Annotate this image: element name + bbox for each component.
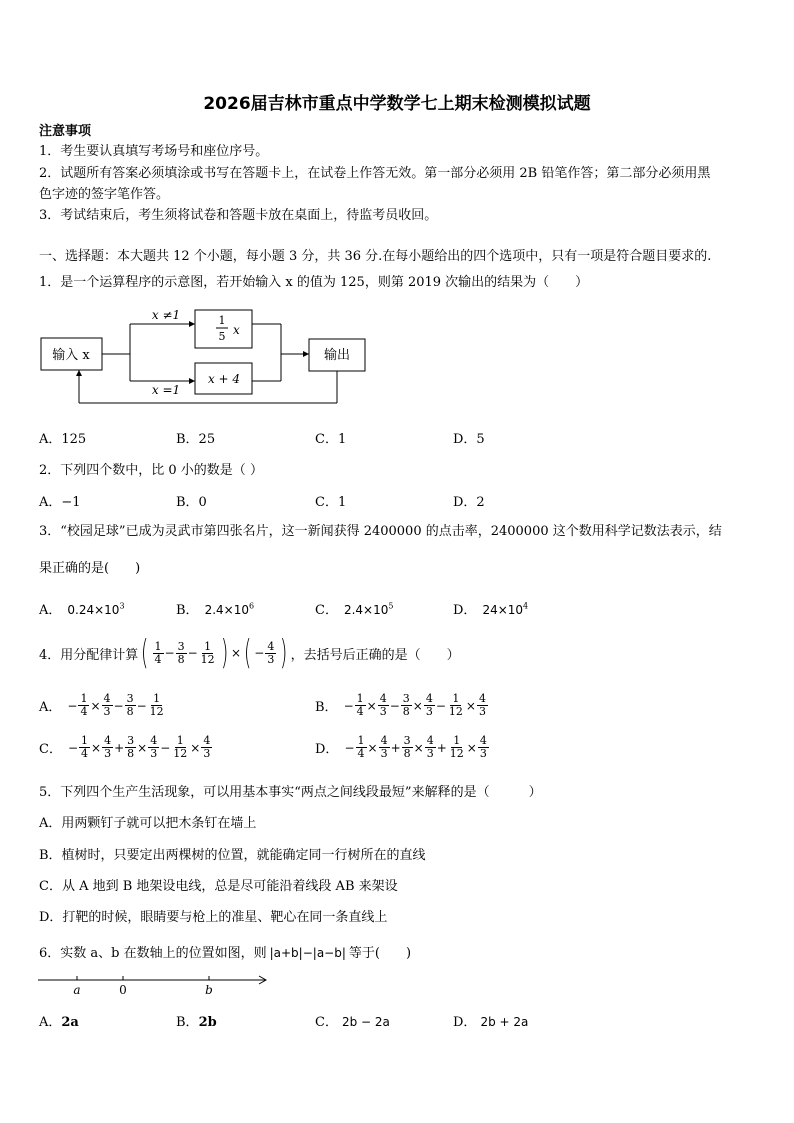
input-label: 输入 x <box>52 348 90 363</box>
q5-option-d[interactable]: D．打靶的时候，眼睛要与枪上的准星、靶心在同一条直线上 <box>39 910 388 925</box>
axis-label-zero: 0 <box>119 983 127 997</box>
q4-expression: ( $\frac{1}{4}$ − $\frac{3}{8}$ − $\frac{1}{12}$ ) × ( − $\frac{4}{3}$ ) <box>141 633 288 673</box>
q3-option-b-label: B． <box>176 603 199 618</box>
q5-option-c[interactable]: C．从 A 地到 B 地架设电线，总是尽可能沿着线段 AB 来架设 <box>39 879 398 894</box>
q1-option-a[interactable]: A．125 <box>39 432 87 447</box>
q3-option-d-label: D． <box>453 603 477 618</box>
axis-label-b: b <box>205 983 213 997</box>
q1-option-d[interactable]: D．5 <box>453 432 485 447</box>
section-heading: 一、选择题：本大题共 12 个小题，每小题 3 分，共 36 分.在每小题给出的四个选项中，只有一项是符合题目要求的. <box>39 249 712 264</box>
notice-heading: 注意事项 <box>39 124 92 139</box>
q1-option-c[interactable]: C．1 <box>315 432 347 447</box>
q5-option-b[interactable]: B．植树时，只要定出两棵树的位置，就能确定同一行树所在的直线 <box>39 848 426 863</box>
q6-option-a[interactable]: A．2a <box>39 1015 79 1030</box>
q2-option-c[interactable]: C．1 <box>315 495 347 510</box>
q2-option-d[interactable]: D．2 <box>453 495 485 510</box>
q6-option-c[interactable]: C． 2b − 2a <box>315 1015 390 1030</box>
svg-text:1: 1 <box>218 314 226 327</box>
question-2-stem: 2．下列四个数中，比 0 小的数是（ ） <box>39 463 263 478</box>
question-6-stem: 6．实数 a、b 在数轴上的位置如图，则 |a+b|−|a−b| 等于( ) <box>39 946 412 961</box>
q5-option-a[interactable]: A．用两颗钉子就可以把木条钉在墙上 <box>39 816 257 831</box>
q3-option-a[interactable]: A． $0.24\times 10^3$ <box>39 601 125 618</box>
q4-option-c[interactable]: C． − $\frac{1}{4}$ × $\frac{4}{3}$ + $\frac{3}{8}$ × $\frac{4}{3}$ − $\frac{1}{12}$ × $\frac{4}{3}$ <box>39 734 211 760</box>
flow-diagram <box>38 305 373 407</box>
question-3-stem-cont: 果正确的是( ) <box>39 561 141 576</box>
cond-not-one: x ≠1 <box>151 308 181 322</box>
output-label: 输出 <box>323 348 351 363</box>
q4-option-a[interactable]: A． − $\frac{1}{4}$ × $\frac{4}{3}$ − $\frac{3}{8}$ − $\frac{1}{12}$ <box>39 692 164 718</box>
question-5-stem: 5．下列四个生产生活现象，可以用基本事实“两点之间线段最短”来解释的是（ ） <box>39 785 542 800</box>
question-3-stem: 3．“校园足球”已成为灵武市第四张名片，这一新闻获得 2400000 的点击率，2400000 这个数用科学记数法表示，结 <box>39 524 722 539</box>
q3-option-b[interactable]: B． $2.4\times 10^6$ <box>176 601 255 618</box>
question-4-stem: 4．用分配律计算 ( $\frac{1}{4}$ − $\frac{3}{8}$ − $\frac{1}{12}$ ) × ( − $\frac{4}{3}$ ) ，去括号后正确的是（ ） <box>39 633 460 673</box>
q2-option-a[interactable]: A．−1 <box>39 495 81 510</box>
notice-item-2: 2．试题所有答案必须填涂或书写在答题卡上，在试卷上作答无效。第一部分必须用 2B 铅笔作答；第二部分必须用黑 <box>39 166 711 181</box>
svg-text:x + 4: x + 4 <box>207 372 241 386</box>
q2-option-b[interactable]: B．0 <box>176 495 207 510</box>
question-1-stem: 1．是一个运算程序的示意图，若开始输入 x 的值为 125，则第 2019 次输出的结果为（ ） <box>39 275 589 290</box>
q4-option-d[interactable]: D． − $\frac{1}{4}$ × $\frac{4}{3}$ + $\frac{3}{8}$ × $\frac{4}{3}$ + $\frac{1}{12}$ × $\frac{4}{3}$ <box>315 734 487 760</box>
svg-text:x: x <box>233 323 240 337</box>
q6-expression: |a+b|−|a−b| <box>269 946 346 960</box>
q6-option-d[interactable]: D． 2b + 2a <box>453 1015 529 1030</box>
q1-option-b[interactable]: B．25 <box>176 432 216 447</box>
axis-label-a: a <box>73 983 81 997</box>
q6-option-b[interactable]: B．2b <box>176 1015 217 1030</box>
page-title: 2026届吉林市重点中学数学七上期末检测模拟试题 <box>203 94 591 114</box>
notice-item-1: 1．考生要认真填写考场号和座位序号。 <box>39 144 269 159</box>
notice-item-2-cont: 色字迹的签字笔作答。 <box>39 187 170 202</box>
q3-option-c[interactable]: C． $2.4\times 10^5$ <box>315 601 394 618</box>
q3-option-a-label: A． <box>39 603 62 618</box>
q3-option-d[interactable]: D． $24\times 10^4$ <box>453 601 529 618</box>
svg-text:5: 5 <box>218 330 226 343</box>
q4-option-b[interactable]: B． − $\frac{1}{4}$ × $\frac{4}{3}$ − $\frac{3}{8}$ × $\frac{4}{3}$ − $\frac{1}{12}$ × $\frac{4}{3}$ <box>315 692 486 718</box>
number-line <box>36 970 271 1000</box>
notice-item-3: 3．考试结束后，考生须将试卷和答题卡放在桌面上，待监考员收回。 <box>39 208 438 223</box>
cond-one: x =1 <box>151 383 181 397</box>
q3-option-c-label: C． <box>315 603 338 618</box>
